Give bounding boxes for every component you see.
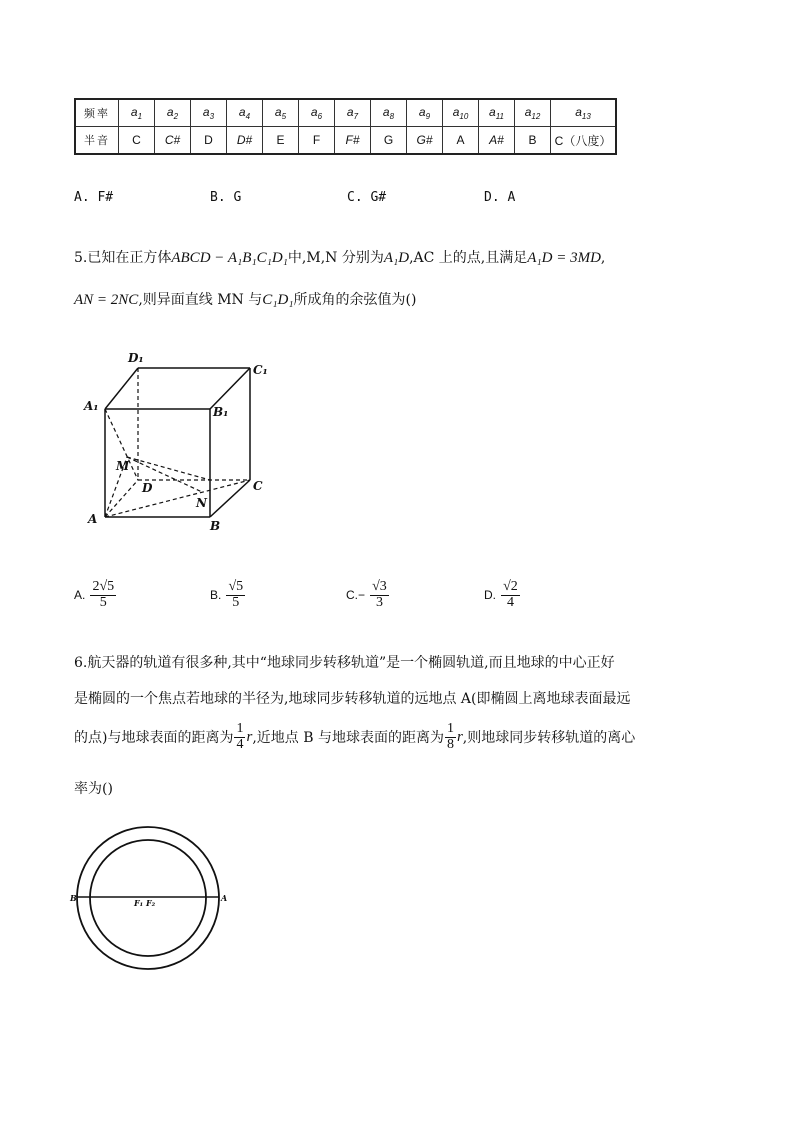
table-cell: A xyxy=(443,127,479,155)
choice-c[interactable]: C. G# xyxy=(347,190,387,205)
table-cell: $a_1$ xyxy=(119,99,155,127)
fraction: $\frac{√3}{3}$ xyxy=(372,579,387,610)
table-cell: C（八度） xyxy=(551,127,617,155)
table-header-cell: 频率 xyxy=(75,99,119,127)
table-cell: $a_7$ xyxy=(335,99,371,127)
choice-a[interactable]: A. F# xyxy=(74,190,114,205)
choice-b[interactable]: B. $\frac{√5}{5}$ xyxy=(210,579,244,610)
table-row xyxy=(75,99,616,127)
table-cell: $a_6$ xyxy=(299,99,335,127)
choice-b[interactable]: B. G xyxy=(210,190,242,205)
table-cell: D xyxy=(191,127,227,155)
label-a1: A₁ xyxy=(84,399,99,413)
table-cell: $a_4$ xyxy=(227,99,263,127)
table-cell: D# xyxy=(227,127,263,155)
fraction: $\frac{1}{4}$ xyxy=(236,721,244,752)
table-cell: E xyxy=(263,127,299,155)
question-6-line-2: 是椭圆的一个焦点若地球的半径为,地球同步转移轨道的远地点 A(即椭圆上离地球表面最远 xyxy=(74,691,631,707)
edge-a1d1 xyxy=(105,368,138,409)
edge-ad-hidden xyxy=(105,480,138,517)
table-cell: $a_3$ xyxy=(191,99,227,127)
table-cell: $a_{12}$ xyxy=(515,99,551,127)
label-b: B xyxy=(210,519,221,533)
table-header-cell: 半音 xyxy=(75,127,119,155)
choice-a[interactable]: A. $\frac{2√5}{5}$ xyxy=(74,579,115,610)
edge-b1c1 xyxy=(210,368,250,409)
table-cell: $a_{10}$ xyxy=(443,99,479,127)
question-6-line-3: 的点)与地球表面的距离为 $\frac{1}{4}$ r ,近地点 B 与地球表面的距离为 $\frac{1}{8}$ r ,则地球同步转移轨道的离心 xyxy=(74,721,636,752)
table-cell: $a_9$ xyxy=(407,99,443,127)
table-cell: $a_8$ xyxy=(371,99,407,127)
table-cell: F# xyxy=(335,127,371,155)
label-n: N xyxy=(196,496,207,510)
label-c1: C₁ xyxy=(253,363,268,377)
table-cell: B xyxy=(515,127,551,155)
label-a: A xyxy=(221,893,228,903)
table-cell: A# xyxy=(479,127,515,155)
table-cell: G# xyxy=(407,127,443,155)
table-cell: $a_{13}$ xyxy=(551,99,617,127)
table-cell: F xyxy=(299,127,335,155)
choice-d[interactable]: D. $\frac{√2}{4}$ xyxy=(484,579,518,610)
table-cell: C xyxy=(119,127,155,155)
question-5-line-1: 5.已知在正方体ABCD − A₁B₁C₁D₁中,M,N 分别为A₁D,AC 上的点,且满足A₁D = 3MD, xyxy=(74,250,606,266)
question-6-line-4: 率为() xyxy=(74,781,113,797)
segment-ac xyxy=(105,480,250,517)
question-5-line-2: AN = 2NC,则异面直线 MN 与C₁D₁所成角的余弦值为() xyxy=(74,292,417,308)
cube-figure xyxy=(70,340,290,540)
table-cell: G xyxy=(371,127,407,155)
orbit-figure xyxy=(68,820,228,980)
label-d: D xyxy=(142,481,153,495)
fraction: $\frac{√5}{5}$ xyxy=(228,579,244,610)
table-cell: $a_{11}$ xyxy=(479,99,515,127)
table-cell: C# xyxy=(155,127,191,155)
frequency-table xyxy=(74,98,617,155)
label-m: M xyxy=(116,459,130,473)
fraction: $\frac{1}{8}$ xyxy=(446,721,454,752)
fraction: $\frac{2√5}{5}$ xyxy=(92,579,115,610)
label-foci: F₁ F₂ xyxy=(134,898,156,908)
fraction: $\frac{√2}{4}$ xyxy=(503,579,518,610)
table-row xyxy=(75,127,616,155)
label-d1: D₁ xyxy=(128,351,144,365)
table-cell: $a_2$ xyxy=(155,99,191,127)
question-6-line-1: 6.航天器的轨道有很多种,其中“地球同步转移轨道”是一个椭圆轨道,而且地球的中心正好 xyxy=(74,655,615,671)
label-c: C xyxy=(253,479,263,493)
label-b: B xyxy=(70,893,77,903)
label-b1: B₁ xyxy=(213,405,229,419)
label-a: A xyxy=(88,512,98,526)
table-cell: $a_5$ xyxy=(263,99,299,127)
choice-c[interactable]: C.− $\frac{√3}{3}$ xyxy=(346,579,387,610)
choice-d[interactable]: D. A xyxy=(484,190,516,205)
